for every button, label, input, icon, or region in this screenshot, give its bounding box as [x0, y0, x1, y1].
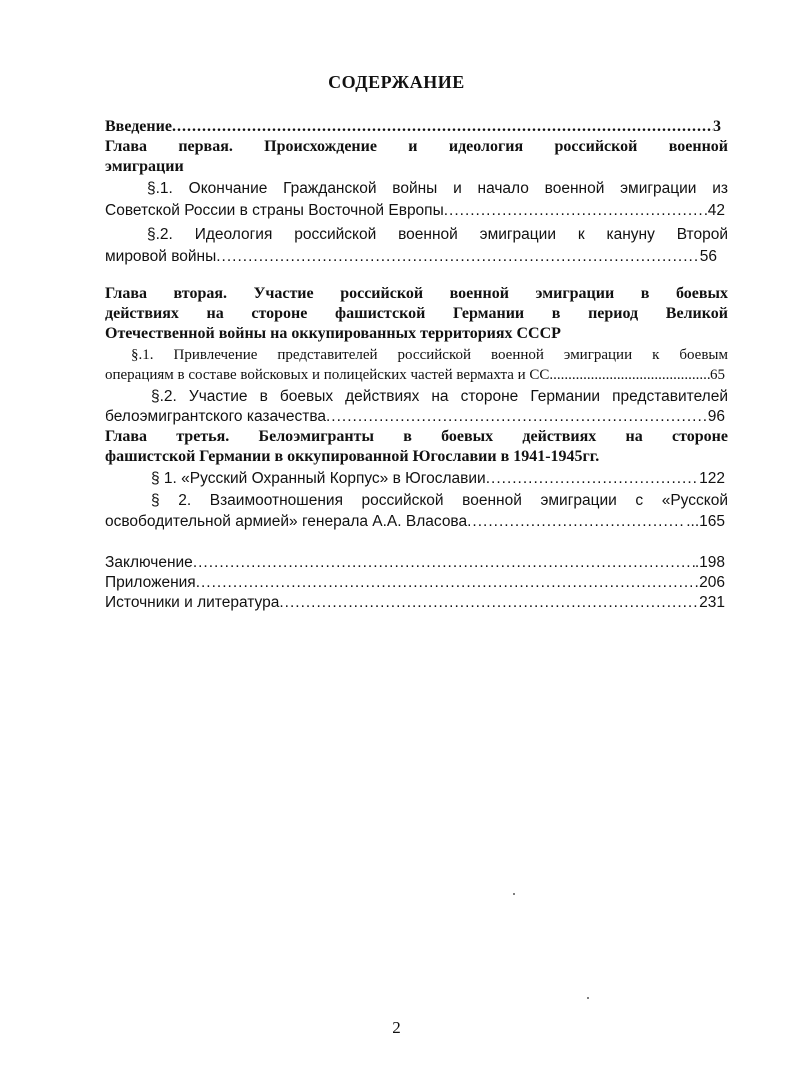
- entry-page: .198: [694, 554, 725, 571]
- chapter-3-heading-cont: фашистской Германии в оккупированной Югославии в 1941-1945гг.: [105, 448, 600, 465]
- chapter-2-heading: Глава вторая. Участие российской военной эмиграции в боевых: [105, 285, 728, 302]
- chapter-2-heading-cont: действиях на стороне фашистской Германии в период Великой: [105, 305, 728, 322]
- ch2-section-2-line1: §.2. Участие в боевых действиях на стороне Германии представителей: [151, 388, 728, 405]
- entry-page: 122: [699, 470, 725, 487]
- ch3-section-1: § 1. «Русский Охранный Корпус» в Югославии ..... 122: [105, 469, 725, 489]
- entry-label: Введение: [105, 118, 172, 135]
- chapter-1-heading: Глава первая. Происхождение и идеология российской военной: [105, 138, 728, 155]
- entry-page: 42: [707, 202, 725, 219]
- page-number: 2: [392, 1018, 401, 1037]
- toc-entry-appendices: Приложения ..... 206: [105, 573, 725, 593]
- toc-entry-conclusion: Заключение ..... .198: [105, 553, 725, 573]
- chapter-2-heading-cont2: Отечественной войны на оккупированных территориях СССР: [105, 325, 561, 342]
- scan-speck: [587, 997, 589, 999]
- ch2-section-1-line2: операциям в составе войсковых и полицейских частей вермахта и СС ..... 65: [105, 365, 725, 385]
- entry-page: 56: [699, 248, 717, 265]
- ch3-section-2-line1: § 2. Взаимоотношения российской военной эмиграции с «Русской: [151, 492, 728, 509]
- toc-entry-sources: Источники и литература ..... 231: [105, 593, 725, 613]
- ch2-section-1-line1: §.1. Привлечение представителей российской военной эмиграции к боевым: [131, 347, 728, 363]
- entry-page: 3: [713, 118, 721, 135]
- page-title: СОДЕРЖАНИЕ: [328, 72, 465, 92]
- ch2-section-2-line2: белоэмигрантского казачества ..... 96: [105, 407, 725, 427]
- entry-page: 65: [710, 367, 725, 383]
- ch1-section-1-line2: Советской России в страны Восточной Европы ..... 42: [105, 201, 725, 221]
- chapter-3-heading: Глава третья. Белоэмигранты в боевых действиях на стороне: [105, 428, 728, 445]
- entry-page: 231: [699, 594, 725, 611]
- ch1-section-2-line2: мировой войны ..... 56: [105, 247, 717, 267]
- entry-page: 96: [707, 408, 725, 425]
- entry-page: 206: [699, 574, 725, 591]
- chapter-1-heading-cont: эмиграции: [105, 158, 184, 175]
- entry-page: ...165: [686, 513, 725, 530]
- toc-entry-introduction: [105, 117, 721, 137]
- scan-speck: [513, 893, 515, 895]
- ch3-section-2-line2: освободительной армией» генерала А.А. Власова ..... ...165: [105, 512, 725, 532]
- ch1-section-2-line1: §.2. Идеология российской военной эмиграции к кануну Второй: [147, 226, 728, 243]
- ch1-section-1-line1: §.1. Окончание Гражданской войны и начало военной эмиграции из: [147, 180, 728, 197]
